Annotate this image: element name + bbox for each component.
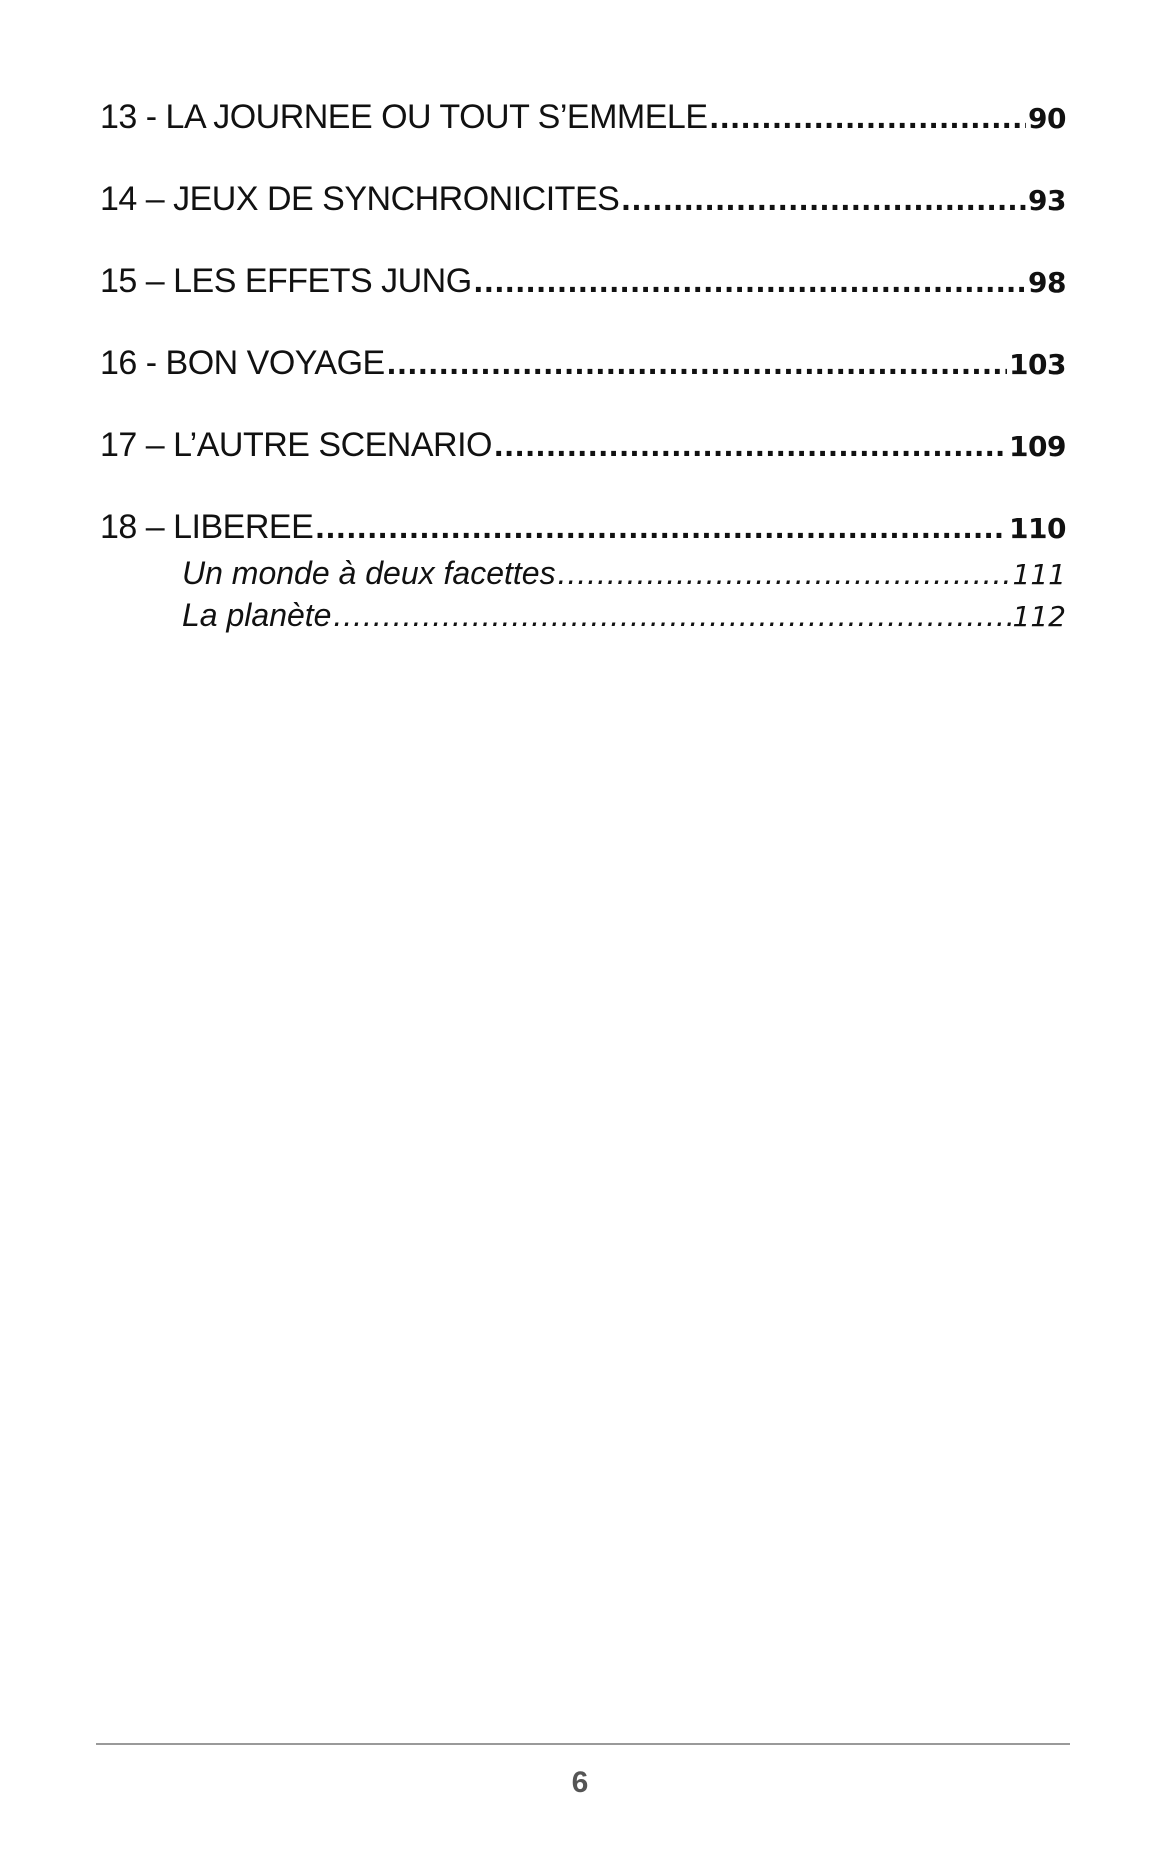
toc-entry-title: 13 - LA JOURNEE OU TOUT S’EMMELE [100,100,708,136]
toc-entry-title: 18 – LIBEREE [100,510,314,546]
toc-entry-title: La planète [182,598,332,633]
toc-entry-title: 15 – LES EFFETS JUNG [100,264,472,300]
dot-leader [621,182,1026,216]
toc-entry-subsection[interactable] [100,598,1066,640]
toc-entry-page: 98 [1028,266,1066,299]
toc-entry-title: 14 – JEUX DE SYNCHRONICITES [100,182,620,218]
toc-entry-chapter-13[interactable] [100,100,1066,182]
toc-entry-page: 109 [1009,430,1066,463]
toc-entry-title: Un monde à deux facettes [182,556,556,591]
page-number: 6 [571,1766,589,1799]
toc-entry-subsection[interactable] [100,556,1066,598]
dot-leader [474,264,1026,298]
toc-entry-chapter-16[interactable] [100,346,1066,428]
dot-leader [333,598,1010,632]
table-of-contents [100,100,1066,640]
dot-leader [387,346,1007,380]
dot-leader [494,428,1007,462]
toc-subsections [100,556,1066,640]
toc-entry-chapter-15[interactable] [100,264,1066,346]
toc-entry-page: 111 [1012,558,1066,591]
toc-entry-title: 16 - BON VOYAGE [100,346,385,382]
toc-entry-title: 17 – L’AUTRE SCENARIO [100,428,492,464]
dot-leader [710,100,1027,134]
toc-entry-chapter-17[interactable] [100,428,1066,510]
toc-entry-page: 103 [1009,348,1066,381]
dot-leader [558,556,1011,590]
dot-leader [315,510,1007,544]
toc-entry-page: 110 [1009,512,1066,545]
toc-entry-chapter-14[interactable] [100,182,1066,264]
footer-divider [96,1743,1070,1745]
toc-entry-page: 90 [1028,102,1066,135]
toc-entry-page: 112 [1012,600,1066,633]
toc-entry-page: 93 [1028,184,1066,217]
